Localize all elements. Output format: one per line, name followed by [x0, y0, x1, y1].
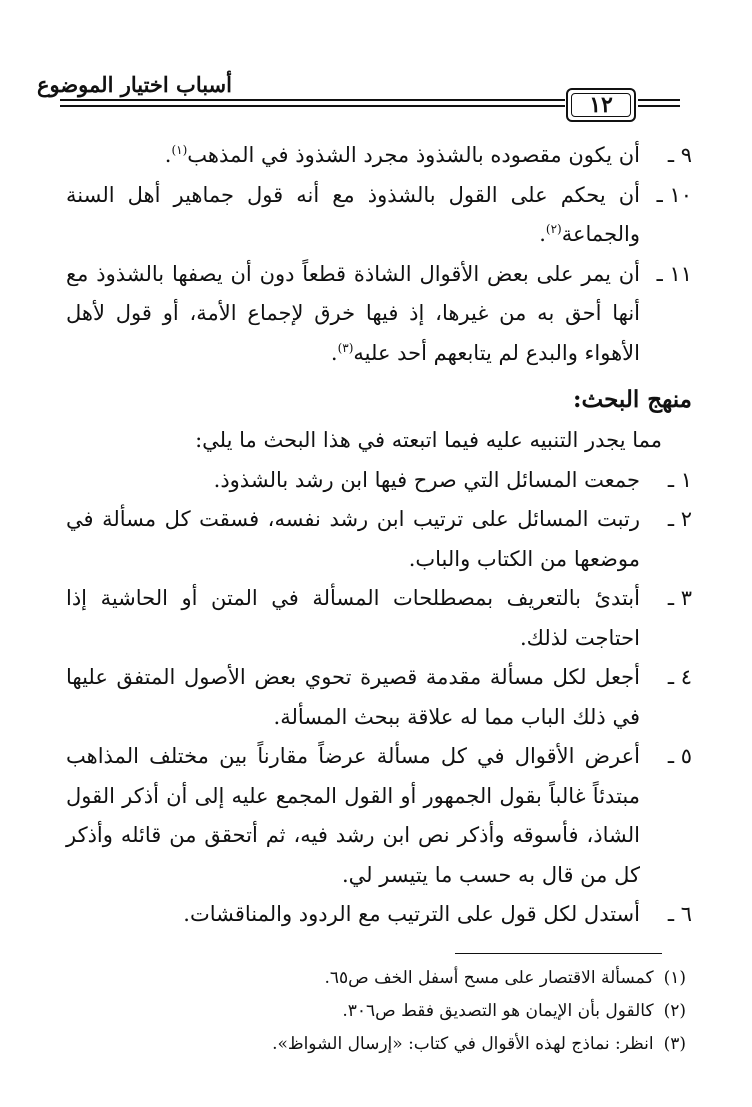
footnote-ref: (٣): [337, 340, 354, 355]
item-number: ٤ ـ: [667, 665, 692, 689]
item-text: أن يكون مقصوده بالشذوذ مجرد الشذوذ في المذهب: [187, 143, 640, 167]
header-rule-left-bottom: [60, 105, 565, 107]
list-item: [66, 461, 692, 501]
item-text: رتبت المسائل على ترتيب ابن رشد نفسه، فسقت كل مسألة في موضعها من الكتاب والباب.: [66, 507, 640, 571]
item-number: ٣ ـ: [667, 586, 692, 610]
item-text: أن يحكم على القول بالشذوذ مع أنه قول جماهير أهل السنة والجماعة: [66, 182, 640, 246]
item-text: أن يمر على بعض الأقوال الشاذة قطعاً دون أن يصفها بالشذوذ مع أنها أحق به من غيرها، إذ فيها خرق لإجماع الأمة، أو قول لأهل الأهواء والبدع لم يتابعهم أحد عليه: [66, 261, 640, 365]
item-number: ١١ ـ: [656, 261, 692, 286]
item-text: جمعت المسائل التي صرح فيها ابن رشد بالشذوذ.: [213, 467, 640, 492]
list-item: [66, 500, 692, 579]
header-rule-left-top: [60, 99, 565, 101]
item-number: ١٠ ـ: [656, 182, 692, 207]
footnote-text: انظر: نماذج لهذه الأقوال في كتاب: «إرسال الشواظ».: [272, 1034, 654, 1054]
list-item: [66, 255, 692, 374]
list-item: [66, 737, 692, 895]
item-number: ٩ ـ: [667, 143, 692, 167]
list-item: [66, 136, 692, 176]
item-tail: .: [330, 340, 338, 365]
footnote-text: كالقول بأن الإيمان هو التصديق فقط ص٣٠٦.: [342, 1001, 654, 1021]
footnote-number: (٢): [663, 1001, 686, 1021]
item-text: أجعل لكل مسألة مقدمة قصيرة تحوي بعض الأصول المتفق عليها في ذلك الباب مما له علاقة ببحث المسألة.: [66, 665, 640, 729]
list-item: [66, 895, 692, 935]
item-text: أعرض الأقوال في كل مسألة عرضاً مقارناً بين مختلف المذاهب مبتدئاً غالباً بقول الجمهور أو القول المجمع عليه إلى أن أذكر القول الشاذ، فأسوقه وأذكر نص ابن رشد فيه، ثم أتحقق من قائله وأذكر كل من قال به حسب ما يتيسر لي.: [66, 744, 640, 887]
list-item: [66, 579, 692, 658]
item-text: أبتدئ بالتعريف بمصطلحات المسألة في المتن أو الحاشية إذا احتاجت لذلك.: [66, 586, 640, 650]
footnote-number: (١): [663, 968, 686, 988]
section-intro: مما يجدر التنبيه عليه فيما اتبعته في هذا البحث ما يلي:: [195, 428, 662, 452]
footnote-ref: (١): [171, 143, 188, 157]
footnote: [120, 1028, 686, 1061]
item-number: ٦ ـ: [667, 902, 692, 926]
section-heading: منهج البحث:: [573, 386, 692, 413]
item-tail: .: [539, 222, 546, 246]
item-text: أستدل لكل قول على الترتيب مع الردود والمناقشات.: [183, 902, 640, 926]
footnotes: [120, 962, 686, 1061]
footnote-ref: (٢): [545, 222, 562, 236]
footnote-separator: [455, 953, 662, 954]
item-number: ٢ ـ: [667, 507, 692, 531]
body-text: [66, 136, 692, 935]
item-number: ٥ ـ: [667, 744, 692, 768]
footnote: [120, 962, 686, 995]
header-rule-right-bottom: [638, 105, 680, 107]
item-tail: .: [164, 143, 172, 167]
page-number-frame: [566, 88, 636, 122]
item-number: ١ ـ: [667, 467, 692, 492]
running-title: أسباب اختيار الموضوع: [36, 72, 232, 97]
list-item: [66, 658, 692, 737]
footnote-number: (٣): [663, 1034, 686, 1054]
page-number: ١٢: [571, 93, 631, 117]
footnote: [120, 995, 686, 1028]
header-rule-right-top: [638, 99, 680, 101]
footnote-text: كمسألة الاقتصار على مسح أسفل الخف ص٦٥.: [324, 968, 654, 988]
list-item: [66, 176, 692, 255]
